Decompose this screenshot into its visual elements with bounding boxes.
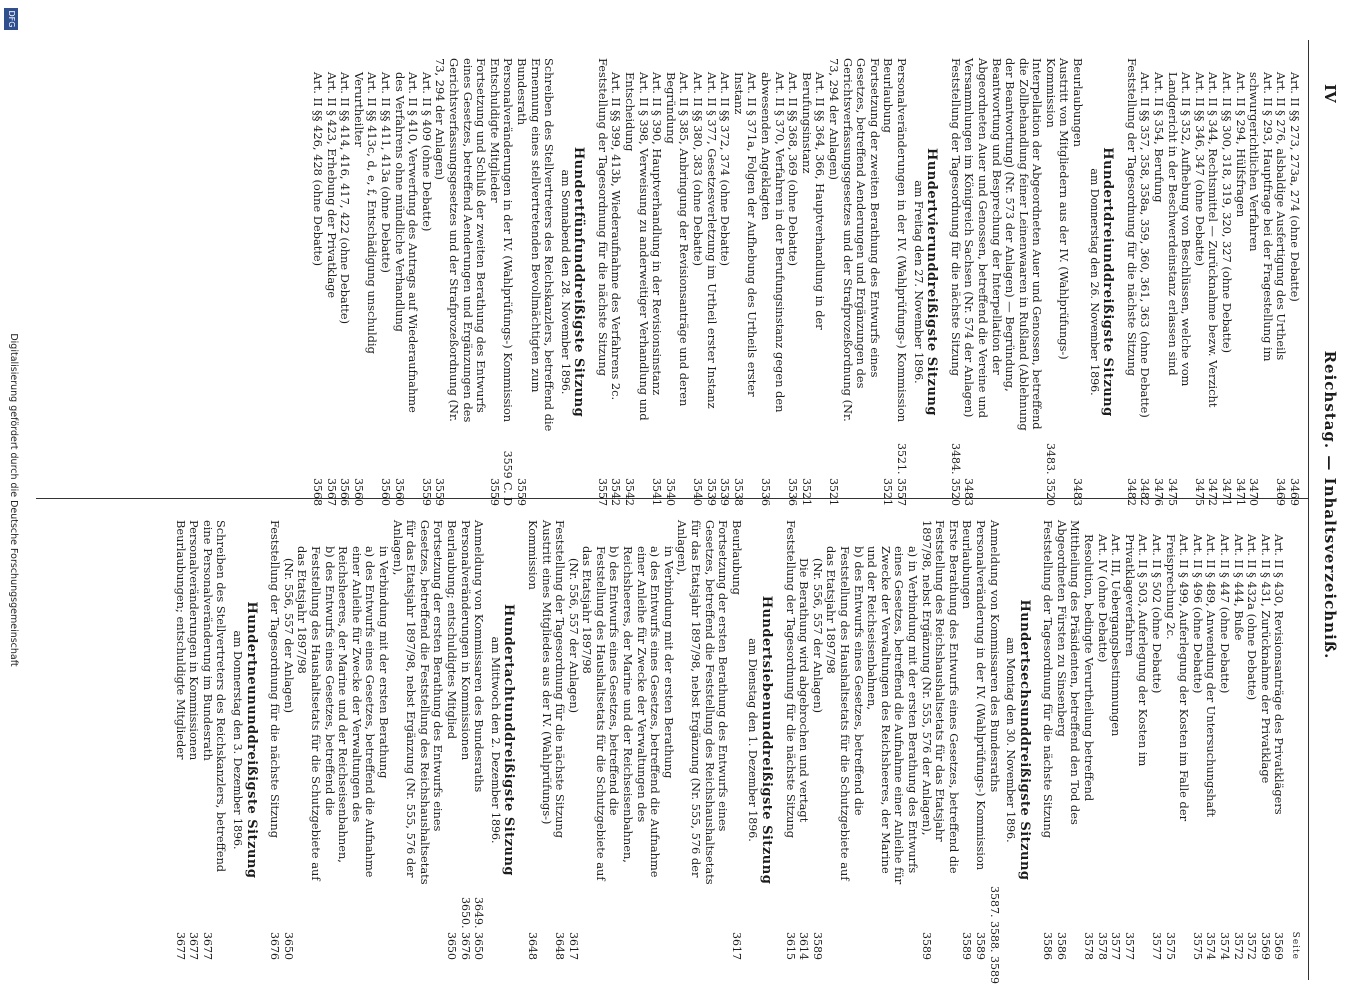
toc-entry [514,58,555,506]
toc-page-number: 3575 [1190,932,1204,960]
toc-page-number: 3540 [691,478,705,506]
session-date: am Montag den 30. November 1896. [1004,637,1018,843]
toc-entry [690,58,704,506]
toc-page-number: 3559 [433,478,447,506]
toc-entry-text: Art. II § 344, Rechtsmittel — Zurücknahme bezw. Verzicht [1206,72,1221,408]
toc-entry-text: Art. II § 398, Verweisung zu anderweitiger Verhandlung und Entscheidung [623,72,651,421]
toc-entry-text: Art. II § 499, Auferlegung der Kosten im Falle der Freisprechung 2c. [1163,534,1192,822]
toc-entry [444,520,458,960]
toc-entry [472,520,486,960]
session-date: am Mittwoch den 2. Dezember 1896. [488,636,502,844]
toc-entry-text: a) in Verbindung mit der ersten Berathung des Entwurfs eines Gesetzes, betreffend die Aufnahme einer Anleihe für Zwecke der Verwaltungen des Reichsheeres, der Marine und der Reichseisenbahnen, [865,546,920,885]
toc-page-number: 3676 [268,932,282,960]
toc-entry-text: Art. II §§ 413c, d, e, f, Entschädigung unschuldig Verurtheilter [351,72,380,354]
toc-page-number: 3589 [960,932,974,960]
toc-entry-text: Art. II § 294, Hülfsfragen [1233,72,1248,218]
dfg-logo: DFG [4,8,18,30]
toc-page-number: 3560 [392,478,406,506]
toc-page-number: 3483 [1071,478,1085,506]
toc-entry [623,58,650,506]
toc-page-number: 3615 [783,932,797,960]
toc-page-number: 3648 [553,932,567,960]
toc-entry [310,58,324,506]
toc-entry [1190,520,1204,960]
toc-entry [826,58,880,506]
toc-entry-text: Art. IV (ohne Debatte) [1095,534,1110,663]
toc-page-number: 3557 [595,478,609,506]
toc-entry [894,58,908,506]
toc-entry [731,58,758,506]
toc-entry [1192,58,1206,506]
toc-entry-text: Art. II § 503, Auferlegung der Kosten im Privatklageverfahren [1122,534,1151,767]
toc-entry [621,520,662,960]
toc-entry-text: Beurlaubungen [1071,58,1086,147]
toc-entry-text: Die Berathung wird abgebrochen und vertagt [797,558,812,823]
session-date: am Donnerstag den 26. November 1896. [1087,168,1101,396]
toc-entry-text: Art. II § 489, Anwendung der Untersuchungshaft [1204,534,1219,818]
toc-entry-text: Art. II §§ 364, 366, Hauptverhandlung in der Berufungsinstanz [799,72,828,330]
toc-page-number: 3589 [810,932,824,960]
toc-entry [1122,520,1149,960]
toc-entry [1258,520,1272,960]
toc-entry-text: Beurlaubungen; entschuldigte Mitglieder [173,520,188,760]
toc-page-number: 3475 [1192,478,1206,506]
toc-entry-text: Art. II §§ 300, 318, 319, 320, 327 (ohne Debatte) [1220,72,1235,354]
toc-entry-text: Interpellation der Abgeordneten Auer und Genossen, betreffend die Zollbehandlung feiner Leinenwaaren in Rußland (Ablehnung der Beantwortung) (Nr. 573 der Anlagen) — Begründung, Beantwortung und Besprechung der Interpellation der Abgeordneten Auer und Genossen, betreffend die Vereine und Versammlungen im Königreich Sachsen (Nr. 574 der Anlagen) [962,58,1045,431]
toc-entry [1231,520,1245,960]
toc-entry [1245,520,1259,960]
toc-page-number: 3567 [324,478,338,506]
toc-page-number: 3559 C. D [501,450,515,506]
toc-entry [378,58,392,506]
toc-entry [758,58,785,506]
toc-entry-text: Schreiben des Stellvertreters des Reichskanzlers, betreffend die Ernennung eines stellvertretenden Bevollmächtigten zum Bundesrath [514,58,557,432]
toc-entry [797,520,811,960]
toc-entry-text: Art. II § 502 (ohne Debatte) [1150,534,1165,694]
toc-entry [1041,520,1055,960]
toc-page-number: 3539 [718,478,732,506]
toc-page-number: 3470 [1247,478,1261,506]
toc-entry-text: a) des Entwurfs eines Gesetzes, betreffend die Aufnahme einer Anleihe für Zwecke der Verwaltungen des Reichsheeres, der Marine und der Reichseisenbahnen, [336,546,378,878]
toc-page-number: 3650. 3676 [458,897,472,960]
toc-entry-text: Art. II § 447 (ohne Debatte) [1218,534,1233,694]
toc-entry [338,58,352,506]
header-rule [1308,40,1309,980]
session-heading: Hundertfünfunddreißigste Sitzung [571,146,587,418]
toc-entry [1233,58,1247,506]
toc-entry [1043,58,1070,506]
toc-entry [392,58,419,506]
toc-entry-text: Personalveränderungen in Kommissionen [187,520,202,761]
toc-page-number: 3475 [1165,478,1179,506]
toc-entry-text: Art. II §§ 372, 374 (ohne Debatte) [718,72,733,267]
toc-page-number: 3586 [1041,932,1055,960]
toc-entry [566,520,580,960]
toc-page-number: 3577 [1109,932,1123,960]
toc-entry-text: Art. II § 371a, Folgen der Aufhebung des Urtheils erster Instanz [731,72,760,397]
toc-entry-text: Art. II § 293, Hauptfrage bei der Fragestellung im schwurgerichtlichen Verfahren [1247,72,1275,362]
toc-page-number: 3577 [1150,932,1164,960]
toc-entry [824,520,865,960]
toc-entry [433,58,487,506]
toc-entry-text: a) des Entwurfs eines Gesetzes, betreffend die Aufnahme einer Anleihe für Zwecke der Verwaltungen des Reichsheeres, der Marine und der Reichseisenbahnen, [621,546,663,878]
toc-entry [609,58,623,506]
toc-page-number: 3578 [1082,932,1096,960]
toc-page-number: 3542 [623,478,637,506]
toc-entry-text: Art. II §§ 414, 416, 417, 422 (ohne Debatte) [338,72,353,325]
toc-page-number: 3521 [881,478,895,506]
toc-page-number: 3536 [786,478,800,506]
toc-entry-text: b) des Entwurfs eines Gesetzes, betreffend die Feststellung des Haushaltsetats für die Schutzgebiete auf das Etatsjahr 1897/98 [295,546,337,881]
toc-entry-text: Art. II § 431, Zurücknahme der Privatklage [1258,534,1273,784]
toc-entry [1206,58,1220,506]
toc-entry-text: Beurlaubung [729,520,744,595]
toc-entry [1204,520,1218,960]
toc-entry-text: Art. II §§ 368, 369 (ohne Debatte) [786,72,801,267]
toc-page-number: 3482 [1124,478,1138,506]
toc-page-number: 3521 [799,478,813,506]
toc-entry [1054,520,1081,960]
toc-entry-text: Erste Berathung des Entwurfs eines Gesetzes, betreffend die Feststellung des Reichshaushaltsetats für das Etatsjahr 1897/98, nebst Ergänzung (Nr. 555, 576 der Anlagen), [919,520,961,874]
toc-entry [268,520,282,960]
toc-entry-text: Art. II § 276, alsbaldige Ausfertigung des Urtheils [1274,72,1289,361]
toc-entry [718,58,732,506]
toc-page-number: 3483 [962,478,976,506]
session-heading: Hundertneununddreißigste Sitzung [243,601,259,879]
toc-page-number: 3587. 3588. 3589 [987,886,1001,984]
toc-entry [1138,58,1152,506]
toc-page-number: 3677 [173,932,187,960]
toc-page-number: 3575 [1163,932,1177,960]
toc-page-number: 3538 [731,478,745,506]
toc-entry [973,520,987,960]
toc-entry-text: Entschuldigte Mitglieder [487,58,502,203]
session-date: am Freitag den 27. November 1896. [911,180,925,384]
toc-entry-text: in Verbindung mit der ersten Berathung [661,546,676,779]
toc-entry-text: Anmeldung von Kommissaren des Bundesraths [472,520,487,793]
toc-page-number: 3541 [650,478,664,506]
session-heading: Hundertsiebenunddreißigste Sitzung [759,595,775,885]
toc-entry-text: Art. II § 444, Buße [1231,534,1246,641]
toc-entry [663,58,690,506]
toc-entry [919,520,960,960]
toc-entry [962,58,1044,506]
toc-entry [487,58,501,506]
toc-entry-text: Art. II § 409 (ohne Debatte) [419,72,434,232]
toc-page-number: 3559 [419,478,433,506]
toc-page-number: 3559 [487,478,501,506]
toc-entry [1217,520,1231,960]
toc-entry [729,520,743,960]
toc-page-number: 3574 [1204,932,1218,960]
toc-page-number: 3521 [827,478,840,506]
toc-entry-text: b) des Entwurfs eines Gesetzes, betreffend die Feststellung des Haushaltsetats für die Schutzgebiete auf das Etatsjahr 1897/98 [824,546,866,881]
toc-entry [580,520,621,960]
toc-entry-text: Art. II §§ 426, 428 (ohne Debatte) [311,72,326,267]
toc-entry-text: Art. II §§ 411, 413a (ohne Debatte) [379,72,393,273]
toc-page-number: 3521. 3557 [894,443,908,506]
toc-entry-text: (Nr. 556, 557 der Anlagen) [281,558,296,714]
toc-entry [419,58,433,506]
toc-entry-text: Personalveränderung in der IV. (Wahlprüfungs-) Kommission [973,520,988,871]
right-column [173,520,1301,984]
toc-entry [799,58,826,506]
toc-page-number: 3469 [1274,478,1288,506]
toc-entry [881,58,895,506]
toc-entry-text: Art. II §§ 399, 413b, Wiederaufnahme des Verfahrens 2c. [609,72,624,401]
toc-entry-text: Art. II § 385, Anbringung der Revisionsanträge und deren Begründung [663,72,692,407]
toc-page-number: 3536 [759,478,773,506]
toc-entry-text: Art. II §§ 380, 383 (ohne Debatte) [691,72,706,267]
toc-entry [173,520,187,960]
toc-entry-text: Austritt eines Mitgliedes aus der IV. (Wahlprüfungs-) Kommission [525,520,554,825]
toc-page-number: 3469 [1288,478,1301,506]
toc-entry [1151,58,1165,506]
toc-entry-text: Beurlaubung; entschuldigtes Mitglied [444,520,459,740]
toc-entry [704,58,718,506]
session-date: am Dienstag den 1. Dezember 1896. [746,638,760,842]
toc-entry [1274,58,1288,506]
toc-entry-text: Art. II §§ 357, 358, 358a, 359, 360, 361, 363 (ohne Debatte) [1138,72,1153,418]
toc-entry-text: Feststellung der Tagesordnung für die nächste Sitzung [595,58,610,377]
toc-entry [948,58,962,506]
toc-entry [1165,58,1192,506]
toc-page-number: 3572 [1231,932,1245,960]
toc-entry-text: Personalveränderungen in Kommissionen [458,520,473,761]
toc-entry-text: Art. II § 370, Verfahren in der Berufungsinstanz gegen den abwesenden Angeklagten [759,72,787,413]
toc-page-number: 3542 [609,478,623,506]
toc-entry-text: Personalveränderungen in der IV. (Wahlprüfungs-) Kommission [501,58,516,423]
toc-entry-text: b) des Entwurfs eines Gesetzes, betreffend die Feststellung des Haushaltsetats für die Schutzgebiete auf das Etatsjahr 1897/98 [580,546,622,881]
page-title: Reichstag. — Inhaltsverzeichniß. [1321,350,1339,660]
toc-page-number: 3577 [1122,932,1136,960]
toc-entry [783,520,797,960]
toc-entry [324,58,338,506]
page-header [1315,30,1339,980]
page-column-label: Seite [1290,931,1300,960]
toc-entry-text: Feststellung der Tagesordnung für die nächste Sitzung [1041,520,1056,839]
toc-entry-text: Art. II § 423, Erhebung der Privatklage [324,72,339,299]
toc-entry [501,58,515,506]
session-heading: Hundertvierunddreißigste Sitzung [924,148,940,416]
toc-page-number: 3540 [663,478,677,506]
toc-entry-text: Feststellung der Tagesordnung für die nächste Sitzung [948,58,963,377]
toc-entry-text: (Nr. 556, 557 der Anlagen) [566,558,581,714]
toc-entry [1219,58,1233,506]
toc-entry [295,520,336,960]
toc-entry [650,58,664,506]
toc-entry [1082,520,1096,960]
toc-entry-text: Schreiben des Stellvertreters des Reichskanzlers, betreffend eine Personalveränderung im Bundesrath [200,520,229,873]
toc-page-number: 3589 [919,932,933,960]
toc-entry-text: Beurlaubung [881,58,896,133]
toc-entry [281,520,295,960]
toc-entry-text: Fortsetzung der ersten Berathung des Entwurfs eines Gesetzes, betreffend die Feststellung des Reichshaushaltsetats für das Etatsjahr 1897/98, nebst Ergänzung (Nr. 555, 576 der Anlagen), [390,520,446,885]
toc-entry [458,520,472,960]
toc-page-number: 3482 [1138,478,1152,506]
toc-page-number: 3572 [1245,932,1259,960]
toc-entry [595,58,609,506]
toc-entry-text: Art. II § 410, Verwerfung des Antrags auf Wiederaufnahme des Verfahrens ohne mündliche Verhandlung [392,72,421,413]
toc-page-number: 3574 [1218,932,1232,960]
toc-page-number: 3560 [351,478,365,506]
toc-entry-text: Art. II § 354, Berufung [1152,72,1167,203]
toc-entry-text: Personalveränderungen in der IV. (Wahlprüfungs-) Kommission [894,58,909,423]
toc-page-number: 3586 [1054,932,1068,960]
toc-entry [390,520,444,960]
footer-note: Digitalisierung gefördert durch die Deutsche Forschungsgemeinschaft [8,333,19,667]
toc-page-number: 3648 [525,932,539,960]
toc-page-number: 3614 [797,932,811,960]
toc-entry-text: Austritt von Mitgliedern aus der IV. (Wahlprüfungs-) Kommission [1043,58,1072,360]
toc-entry [987,520,1002,984]
left-column [310,58,1301,506]
toc-entry-text: Resolution, bedingte Verurtheilung betreffend [1082,534,1097,802]
session-date: am Donnerstag den 3. Dezember 1896. [231,630,245,850]
toc-entry [1272,520,1286,960]
toc-entry [1149,520,1163,960]
toc-page-number: 3539 [704,478,718,506]
toc-entry-text: Art. II § 496 (ohne Debatte) [1190,534,1205,694]
toc-page-number: 3649. 3650 [472,897,486,960]
toc-entry [1247,58,1274,506]
toc-entry-text: Art. II § 390, Hauptverhandlung in der Revisionsinstanz [650,72,665,396]
toc-page-number: 3471 [1220,478,1234,506]
toc-entry-text: Beurlaubungen [960,520,975,609]
toc-entry [810,520,824,960]
toc-page-number: 3650 [281,932,295,960]
toc-entry-text: Art. II § 432a (ohne Debatte) [1245,534,1260,701]
toc-entry [376,520,390,960]
toc-page-number: 3566 [338,478,352,506]
toc-entry [525,520,552,960]
toc-page-number: 3560 [379,478,392,506]
toc-entry-text: Feststellung der Tagesordnung für die nächste Sitzung [553,520,568,839]
session-heading: Hundertdreiunddreißigste Sitzung [1100,147,1116,417]
toc-entry [336,520,377,960]
toc-entry-text: Art. II § 430, Revisionsanträge des Privatklägers [1272,534,1287,815]
toc-entry [1095,520,1109,960]
toc-entry-text: Feststellung der Tagesordnung für die nächste Sitzung [783,520,798,839]
toc-page-number: 3472 [1206,478,1220,506]
toc-entry [351,58,378,506]
toc-page-number: 3677 [200,932,214,960]
toc-page-number: 3569 [1258,932,1272,960]
toc-page-number: 3569 [1272,932,1286,960]
toc-entry-text: Art. II § 352, Aufhebung von Beschlüssen, welche vom Landgericht in der Beschwerdeinstanz erlassen sind [1165,72,1194,387]
toc-entry [1124,58,1138,506]
toc-entry-text: Art. II §§ 273, 273a, 274 (ohne Debatte) [1288,72,1302,302]
toc-page-number: 3677 [187,932,201,960]
toc-entry [187,520,201,960]
toc-entry [960,520,974,960]
toc-page-number: 3568 [311,478,325,506]
toc-entry-text: Fortsetzung der zweiten Berathung des Entwurfs eines Gesetzes, betreffend Aenderungen und Ergänzungen des Gerichtsverfassungsgesetzes und der Strafprozeßordnung (Nr. 73, 294 der Anlagen) [827,58,882,422]
toc-page-number: 3650 [444,932,458,960]
toc-entry-text: (Nr. 556, 557 der Anlagen) [810,558,825,714]
page-number: IV [1321,84,1339,103]
toc-entry [661,520,675,960]
toc-entry [1287,58,1301,506]
toc-entry [675,520,729,960]
toc-entry-text: Anmeldung von Kommissaren des Bundesraths [987,520,1002,793]
toc-entry [1109,520,1123,960]
toc-page-number: 3476 [1152,478,1166,506]
toc-entry-text: Feststellung der Tagesordnung für die nächste Sitzung [1124,58,1139,377]
toc-entry-text: Art. III, Uebergangsbestimmungen [1109,534,1124,737]
toc-entry-text: Art. II § 377, Gesetzesverletzung im Urtheil erster Instanz [704,72,719,409]
toc-entry-text: Mittheilung des Präsidenten, betreffend den Tod des Abgeordneten Fürsten zu Sinsenberg [1054,520,1083,825]
toc-page-number: 3617 [566,932,580,960]
toc-entry [200,520,227,960]
toc-page-number: 3578 [1095,932,1109,960]
toc-entry-text: Art. II §§ 346, 347 (ohne Debatte) [1192,72,1207,267]
toc-entry [865,520,919,960]
toc-page-number: 3559 [514,478,528,506]
toc-entry [1071,58,1085,506]
toc-page-number: 3484. 3520 [948,443,962,506]
toc-entry [553,520,567,960]
toc-entry-text: Fortsetzung und Schluß der zweiten Berathung des Entwurfs eines Gesetzes, betreffend Aenderungen und Ergänzungen des Gerichtsverfassungsgesetzes und der Strafprozeßordnung (Nr. 73, 294 der Anlagen) [433,58,489,423]
toc-page-number: 3617 [729,932,743,960]
toc-entry-text: Fortsetzung der ersten Berathung des Entwurfs eines Gesetzes, betreffend die Feststellung des Reichshaushaltsetats für das Etatsjahr 1897/98, nebst Ergänzung (Nr. 555, 576 der Anlagen), [675,520,731,885]
toc-page-number: 3471 [1233,478,1247,506]
toc-page-number: 3589 [973,932,987,960]
toc-entry [1163,520,1190,960]
toc-entry-text: Feststellung der Tagesordnung für die nächste Sitzung [268,520,283,839]
toc-entry-text: in Verbindung mit der ersten Berathung [377,546,391,779]
toc-entry [786,58,800,506]
toc-page-number: 3483. 3520 [1043,443,1057,506]
session-date: am Sonnabend den 28. November 1896. [558,169,572,395]
session-heading: Hundertsechsunddreißigste Sitzung [1016,599,1032,881]
session-heading: Hundertachtunddreißigste Sitzung [501,603,517,877]
